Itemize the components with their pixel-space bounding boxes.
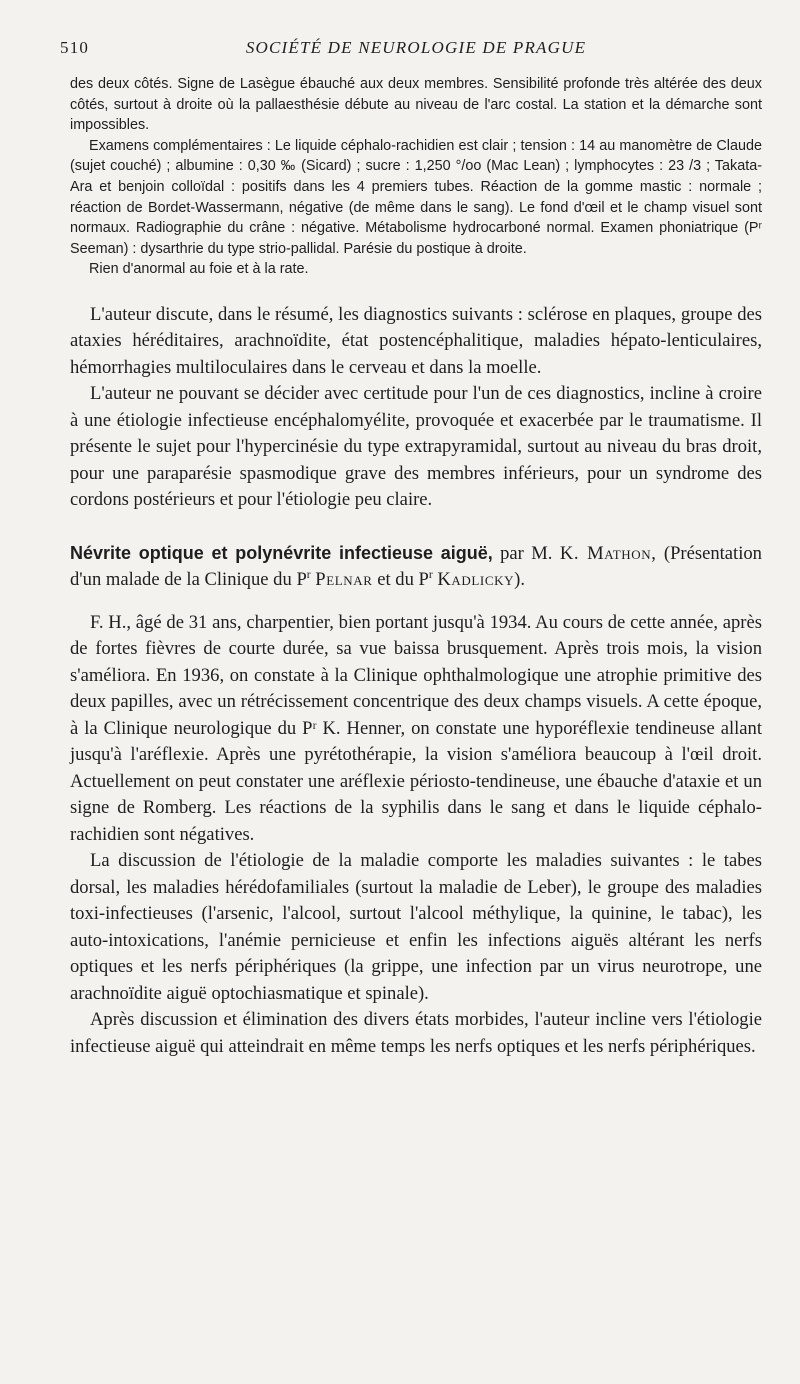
paragraph: Examens complémentaires : Le liquide céphalo-rachidien est clair ; tension : 14 au manomètre de Claude (sujet couché) ; albumine : 0,30 ‰ (Sicard) ; sucre : 1,250 °/oo (Mac Lean) ; lymphocytes : 23 /3 ; Takata-Ara et benjoin colloïdal : positifs dans les 4 premiers tubes. Réaction de la gomme mastic : normale ; réaction de Bordet-Wassermann, négative (de même dans le sang). Le fond d'œil et le champ visuel sont normaux. Radiographie du crâne : négative. Métabolisme hydrocarboné normal. Examen phoniatrique (Pʳ Seeman) : dysarthrie du type strio-pallidal. Parésie du postique à droite. <box>70 137 762 257</box>
article-heading <box>70 540 762 594</box>
case-report-section <box>70 610 762 1061</box>
paragraph: La discussion de l'étiologie de la maladie comporte les maladies suivantes : le tabes dorsal, les maladies hérédofamiliales (surtout la maladie de Leber), le groupe des maladies toxi-infectieuses (l'arsenic, l'alcool, surtout l'alcool méthylique, la quinine, le tabac), les auto-intoxications, l'anémie pernicieuse et enfin les infections aiguës altérant les nerfs optiques et les nerfs périphériques (la grippe, une infection par un virus neurotrope, une arachnoïdite aiguë optochiasmatique et spinale). <box>70 850 762 1004</box>
paragraph: L'auteur ne pouvant se décider avec certitude pour l'un de ces diagnostics, incline à croire à une étiologie infectieuse encéphalomyélite, provoquée et exacerbée par le traumatisme. Il présente le sujet pour l'hypercinésie du type extrapyramidal, surtout au niveau du bras droit, pour une paraparésie spasmodique grave des membres inférieurs, pour un syndrome des cordons postérieurs et pour l'étiologie peu claire. <box>70 383 762 511</box>
paragraph: des deux côtés. Signe de Lasègue ébauché aux deux membres. Sensibilité profonde très altérée des deux côtés, surtout à droite où la pallaesthésie débute au niveau de l'arc costal. La station et la démarche sont impossibles. <box>70 76 762 134</box>
page-number: 510 <box>60 38 90 57</box>
conjunction: et du <box>377 569 414 591</box>
running-head <box>60 38 762 66</box>
discussion-section <box>70 302 762 514</box>
professor-name: Pelnar <box>315 569 373 591</box>
paragraph: Rien d'anormal au foie et à la rate. <box>89 261 309 278</box>
professor-name: Kadlicky <box>437 569 515 591</box>
professor-abbrev: $P^r$ <box>418 569 433 591</box>
article-title: Névrite optique et polynévrite infectieuse aiguë, <box>70 542 493 563</box>
paragraph: Après discussion et élimination des divers états morbides, l'auteur incline vers l'étiologie infectieuse aiguë qui atteindrait en même temps les nerfs optiques et les nerfs périphériques. <box>70 1009 762 1057</box>
byline-prefix: par M. <box>500 542 553 564</box>
professor-abbrev: $P^r$ <box>296 569 311 591</box>
author-name: K. Mathon, <box>559 542 657 564</box>
paragraph: F. H., âgé de 31 ans, charpentier, bien portant jusqu'à 1934. Au cours de cette année, après de fortes fièvres de courte durée, sa vue baissa brusquement. Après trois mois, la vision s'améliora. En 1936, on constate à la Clinique ophthalmologique une atrophie primitive des deux papilles, avec un rétrécissement concentrique des deux champs visuels. A cette époque, à la Clinique neurologique du Pʳ K. Henner, on constate une hyporéflexie tendineuse allant jusqu'à l'aréflexie. Après une pyrétothérapie, la vision s'améliora beaucoup à l'œil droit. Actuellement on peut constater une aréflexie périosto-tendineuse, une ébauche d'ataxie et un signe de Romberg. Les réactions de la syphilis dans le sang et dans le liquide céphalo-rachidien sont négatives. <box>70 611 762 845</box>
closing-paren: ). <box>514 569 525 591</box>
case-continuation <box>70 74 762 280</box>
paragraph: L'auteur discute, dans le résumé, les diagnostics suivants : sclérose en plaques, groupe des ataxies héréditaires, arachnoïdite, état postencéphalitique, maladies hépato-lenticulaires, hémorrhagies multiloculaires dans le cerveau et dans la moelle. <box>70 303 762 378</box>
journal-title: SOCIÉTÉ DE NEUROLOGIE DE PRAGUE <box>245 38 587 57</box>
presentation-note: (Présentation d'un malade de la Clinique du <box>70 542 762 591</box>
